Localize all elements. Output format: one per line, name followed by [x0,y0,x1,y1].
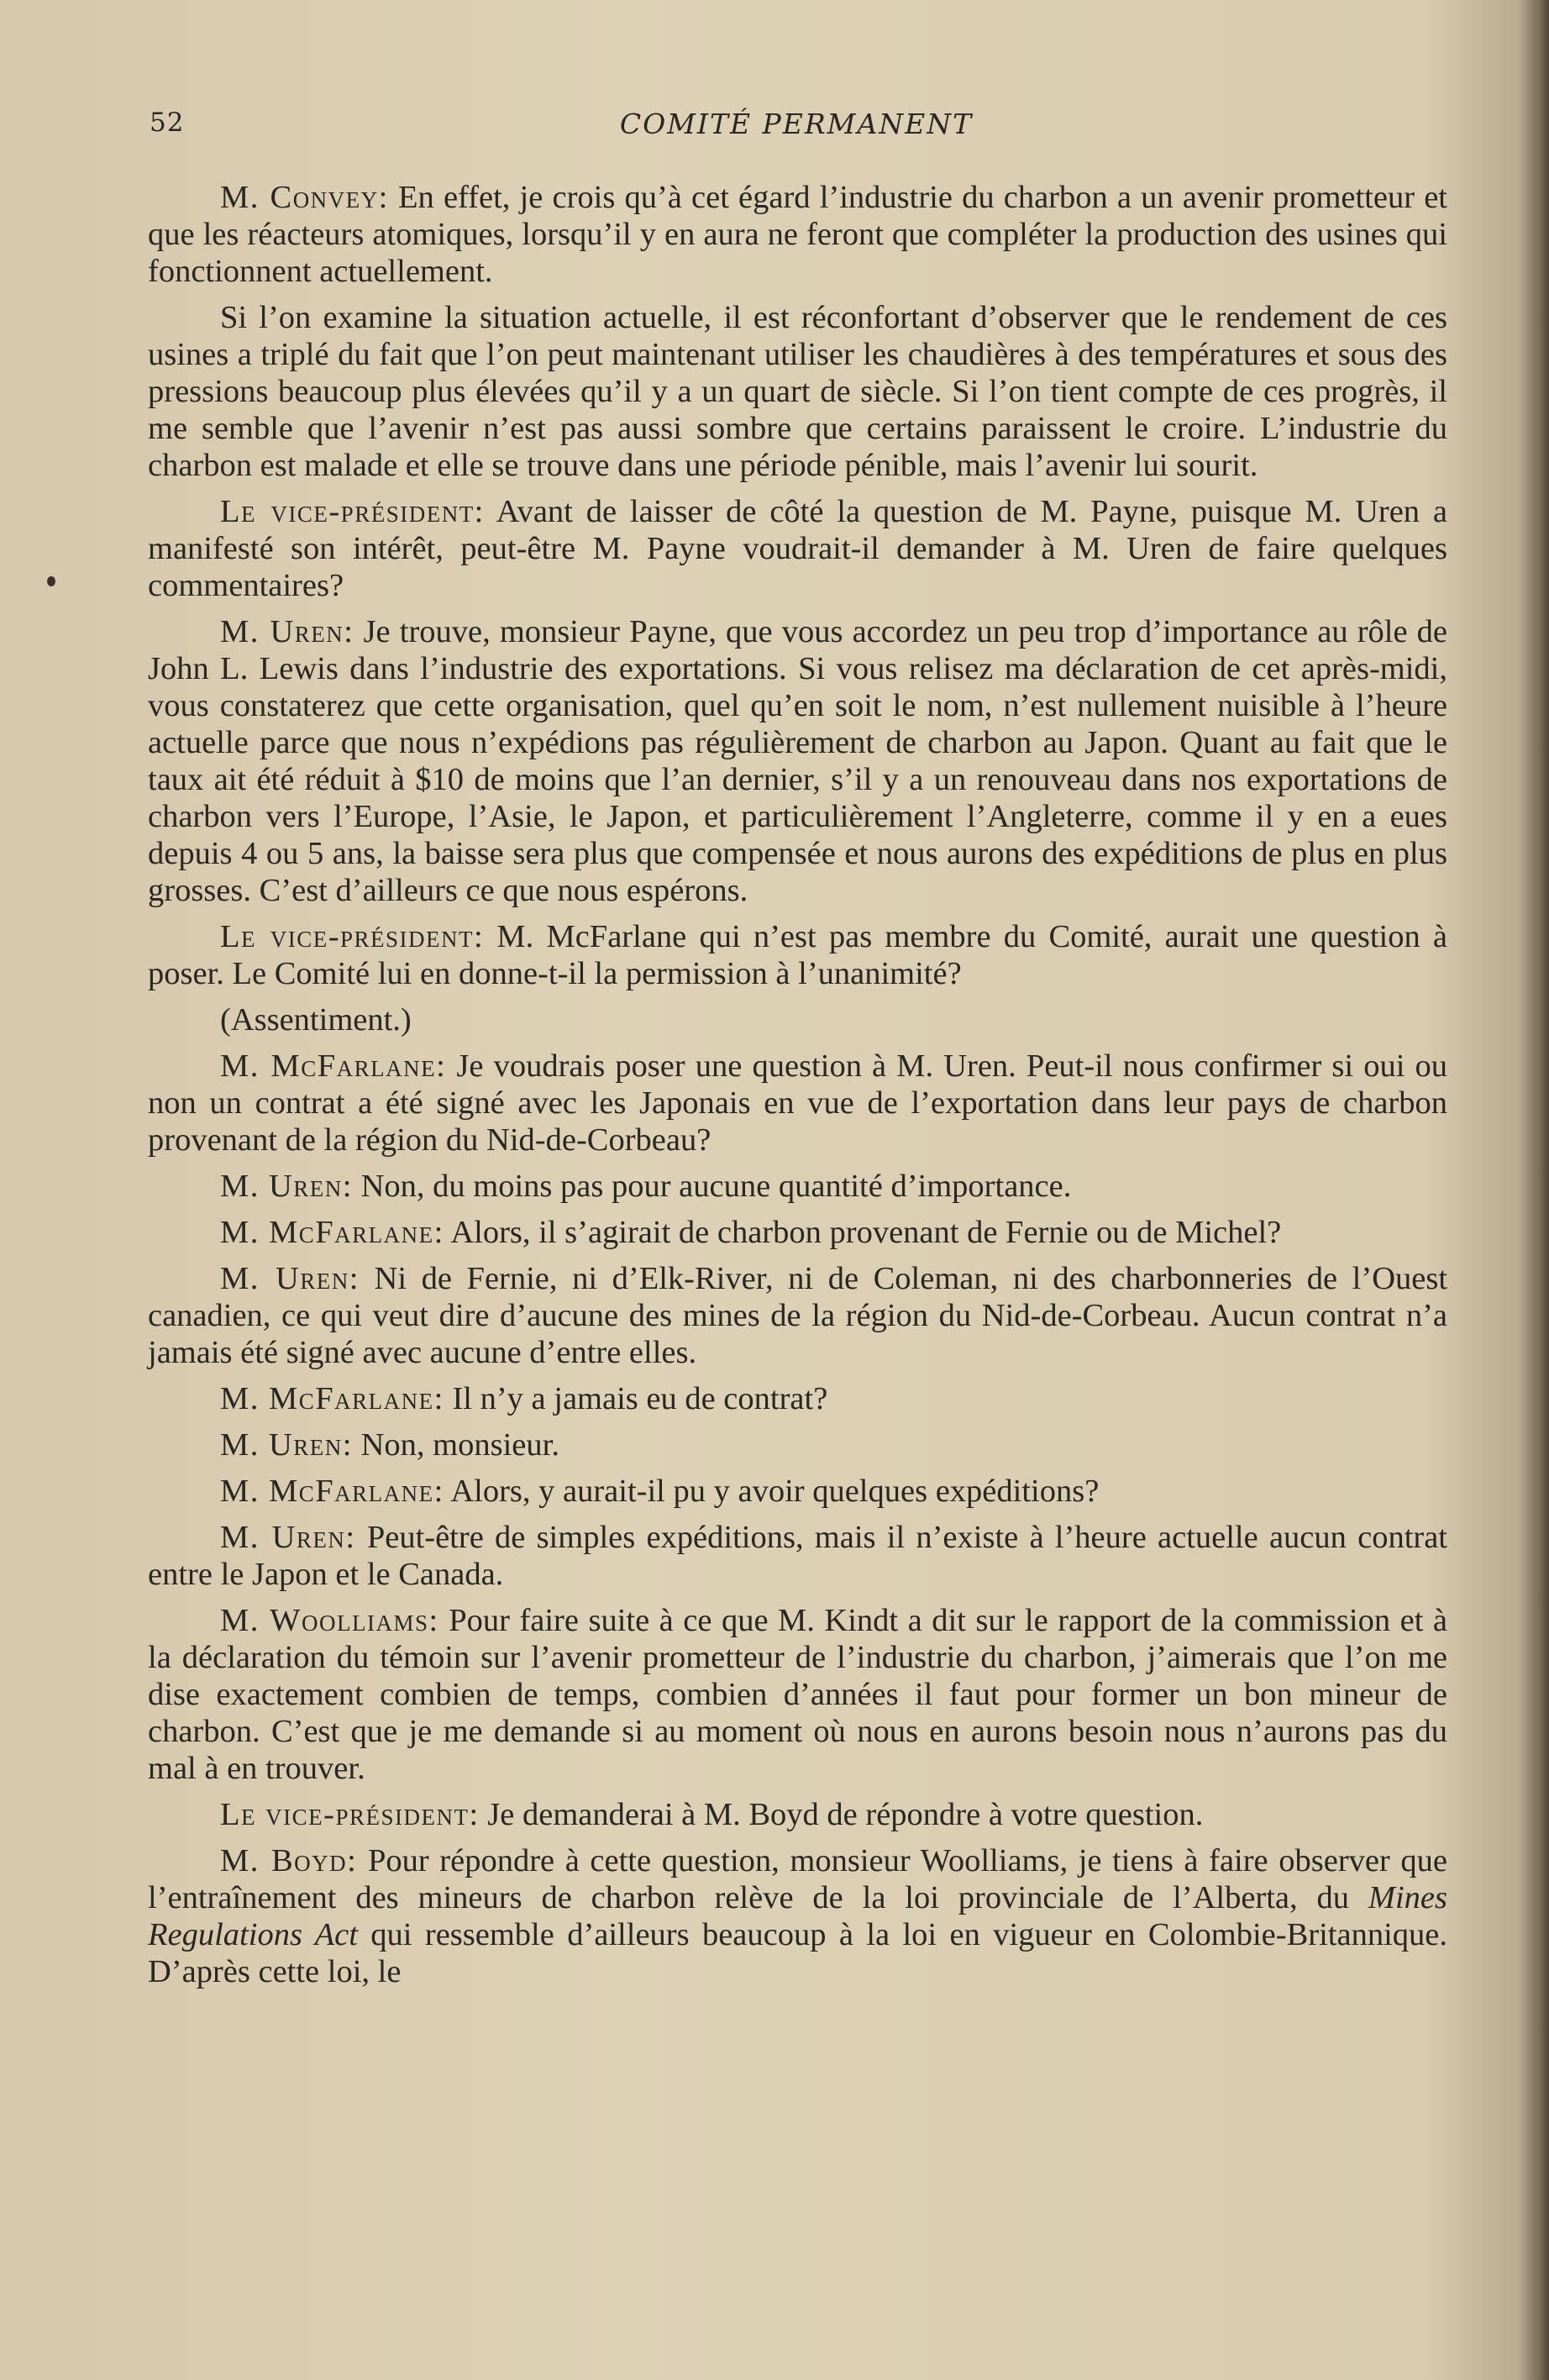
page-number: 52 [150,108,185,138]
paragraph-text: (Assentiment.) [220,1002,412,1038]
paragraph [148,1260,1447,1371]
paragraph-text: M. McFarlane qui n’est pas membre du Comité, aurait une question à poser. Le Comité lui en donne-t-il la permission à l’unanimité? [148,919,1447,991]
paragraph-text: Je demanderai à M. Boyd de répondre à votre question. [479,1797,1204,1832]
paragraph-text: Avant de laisser de côté la question de M. Payne, puisque M. Uren a manifesté son intérêt, peut-être M. Payne voudrait-il demander à M. Uren de faire quelques commentaires? [148,494,1447,603]
paragraph-text: Je voudrais poser une question à M. Uren. Peut-il nous confirmer si oui ou non un contrat a été signé avec les Japonais en vue de l’exportation dans leur pays de charbon provenant de la région du Nid-de-Corbeau? [148,1048,1448,1158]
speaker-name: M. McFarlane: [220,1474,444,1509]
paragraph-text: Je trouve, monsieur Payne, que vous accordez un peu trop d’importance au rôle de John L. Lewis dans l’industrie des exportations. Si vous relisez ma déclaration de cet après-midi, vous constaterez que cette organisation, quel qu’en soit le nom, n’est nullement nuisible à l’heure actuelle parce que nous n’expédions pas régulièrement de charbon au Japon. Quant au fait que le taux ait été réduit à $10 de moins que l’an dernier, s’il y a un renouveau dans nos exportations de charbon vers l’Europe, l’Asie, le Japon, et particulièrement l’Angleterre, comme il y en a eues depuis 4 ou 5 ans, la baisse sera plus que compensée et nous aurons des expéditions de plus en plus grosses. C’est d’ailleurs ce que nous espérons. [148,614,1447,908]
paragraph-text: Non, monsieur. [352,1427,559,1463]
paragraph-text: Peut-être de simples expéditions, mais il n’existe à l’heure actuelle aucun contrat entre le Japon et le Canada. [148,1520,1447,1592]
paragraph [148,179,1447,290]
speaker-name: M. Convey: [220,180,389,215]
speaker-name: M. McFarlane: [220,1048,447,1084]
paragraph-text: Alors, y aurait-il pu y avoir quelques expéditions? [444,1474,1100,1509]
speaker-name: Le vice-président: [220,1797,480,1832]
paragraph [148,299,1447,484]
paragraph [148,1602,1447,1787]
paragraph-text: Non, du moins pas pour aucune quantité d’importance. [352,1169,1072,1204]
paragraph [148,918,1447,992]
paragraph-assent [148,1001,1447,1038]
speaker-name: M. Uren: [220,614,354,649]
paragraph [148,1473,1447,1510]
paragraph-text: Il n’y a jamais eu de contrat? [444,1381,828,1416]
speaker-name: Le vice-président: [220,494,485,529]
paragraph-text: Pour faire suite à ce que M. Kindt a dit sur le rapport de la commission et à la déclaration du témoin sur l’avenir prometteur de l’industrie du charbon, j’aimerais que l’on me dise exactement combien de temps, combien d’années il faut pour former un bon mineur de charbon. C’est que je me demande si au moment où nous en aurons besoin nous n’aurons pas du mal à en trouver. [148,1603,1447,1786]
paragraph-text-continued: qui ressemble d’ailleurs beaucoup à la loi en vigueur en Colombie-Britannique. D’après cette loi, le [148,1917,1447,1989]
paragraph [148,1380,1447,1417]
paragraph-text: En effet, je crois qu’à cet égard l’industrie du charbon a un avenir prometteur et que les réacteurs atomiques, lorsqu’il y en aura ne feront que compléter la production des usines qui fonctionnent actuellement. [148,180,1447,289]
paragraph [148,1168,1447,1205]
speaker-name: M. Uren: [220,1261,360,1296]
speaker-name: M. Woolliams: [220,1603,439,1638]
paragraph-text: Pour répondre à cette question, monsieur Woolliams, je tiens à faire observer que l’entraînement des mineurs de charbon relève de la loi provinciale de l’Alberta, du [148,1843,1447,1915]
speaker-name: M. McFarlane: [220,1215,444,1250]
speaker-name: M. Uren: [220,1520,356,1555]
body-text [148,179,1447,1999]
paragraph [148,1842,1447,1990]
speaker-name: M. Boyd: [220,1843,358,1878]
running-title: COMITÉ PERMANENT [619,108,974,140]
act-title: Mines Regulations Act [148,1880,1447,1952]
paragraph [148,1426,1447,1463]
speaker-name: M. Uren: [220,1169,353,1204]
paragraph-text: Ni de Fernie, ni d’Elk-River, ni de Coleman, ni des charbonneries de l’Ouest canadien, ce qui veut dire d’aucune des mines de la région du Nid-de-Corbeau. Aucun contrat n’a jamais été signé avec aucune d’entre elles. [148,1261,1448,1370]
speaker-name: Le vice-président: [220,919,485,954]
speaker-name: M. Uren: [220,1427,353,1463]
paragraph [148,493,1447,604]
page-header [150,108,1443,150]
paragraph-text: Alors, il s’agirait de charbon provenant de Fernie ou de Michel? [444,1215,1282,1250]
paragraph-text: Si l’on examine la situation actuelle, il est réconfortant d’observer que le rendement de ces usines a triplé du fait que l’on peut maintenant utiliser les chaudières à des températures et sous des pressions beaucoup plus élevées qu’il y a un quart de siècle. Si l’on tient compte de ces progrès, il me semble que l’avenir n’est pas aussi sombre que certains paraissent le croire. L’industrie du charbon est malade et elle se trouve dans une période pénible, mais l’avenir lui sourit. [148,300,1447,483]
speaker-name: M. McFarlane: [220,1381,444,1416]
paragraph [148,1214,1447,1251]
paragraph [148,1048,1447,1158]
ink-speck [47,576,55,586]
paragraph [148,1519,1447,1593]
page-binding-shadow [1520,0,1549,2380]
paragraph [148,1796,1447,1833]
paragraph [148,613,1447,909]
